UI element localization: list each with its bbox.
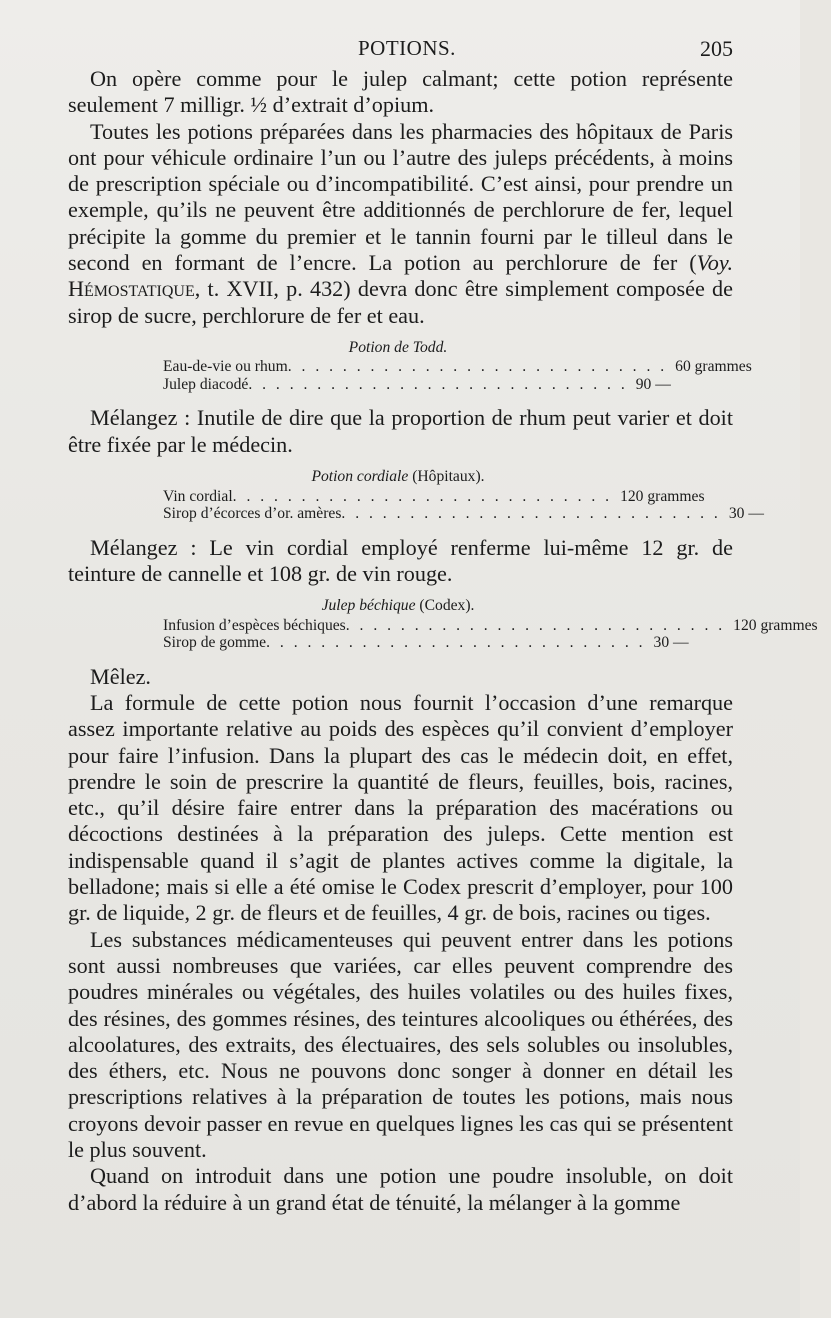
paragraph-melangez-vin: Mélangez : Le vin cordial employé renferme lui-même 12 gr. de teinture de cannelle et 108 gr. de vin rouge. (68, 534, 733, 586)
running-head: POTIONS. (358, 36, 456, 60)
paragraph-text-end: , t. XVII, p. 432) devra donc être simplement composée de sirop de sucre, perchlorure de fer et eau. (68, 276, 733, 328)
ingredient-quantity: 60 grammes (675, 358, 752, 376)
ingredient-name: Sirop d’écorces d’or. amères (163, 505, 342, 523)
dot-leader: . . . . . . . . . . . . . . . . . . . . . . . . . . . . (232, 487, 613, 505)
formula-row (163, 487, 705, 506)
ingredient-quantity: 30 — (728, 505, 764, 523)
formula-row (163, 358, 752, 376)
formula-row (163, 616, 818, 635)
ingredient-name: Infusion d’espèces béchiques (163, 616, 346, 634)
formula-julep-bechique (163, 597, 818, 652)
dot-leader: . . . . . . . . . . . . . . . . . . . . . . . . . . . . (341, 505, 721, 523)
page-body (68, 66, 818, 1216)
voy-abbrev: Voy. (696, 250, 733, 276)
formula-title-name: Julep béchique (321, 597, 416, 615)
dot-leader: . . . . . . . . . . . . . . . . . . . . . . . . . . . . (287, 358, 668, 376)
paragraph-poids-especes: La formule de cette potion nous fournit l’occasion d’une remarque assez importante relative au poids des espèces qu’il convient d’employer pour faire l’infusion. Dans la plupart des cas le médecin doit, en effet, prendre le soin de prescrire la quantité de fleurs, feuilles, bois, racines, etc., qu’il désire faire entrer dans la préparation des macérations ou décoctions destinées à la préparation des juleps. Cette mention est indispensable quand il s’agit de plantes actives comme la digitale, la belladone; mais si elle a été omise le Codex prescrit d’employer, pour 100 gr. de liquide, 2 gr. de fleurs et de feuilles, 4 gr. de bois, racines ou tiges. (68, 689, 733, 926)
cross-reference: Hémostatique (68, 276, 195, 302)
formula-row (163, 634, 689, 652)
paragraph-potions-hopitaux (68, 119, 733, 329)
ingredient-quantity: 30 — (653, 634, 689, 652)
ingredient-name: Vin cordial (163, 487, 233, 505)
ingredient-quantity: 120 grammes (620, 487, 705, 505)
formula-title-name: Potion cordiale (311, 468, 409, 486)
ingredient-name: Julep diacodé (163, 375, 249, 393)
formula-source: (Codex). (419, 597, 475, 615)
formula-potion-todd (163, 338, 752, 394)
formula-row (163, 505, 764, 523)
ingredient-name: Sirop de gomme (163, 634, 267, 652)
paragraph-melangez-rhum: Mélangez : Inutile de dire que la proportion de rhum peut varier et doit être fixée par le médecin. (68, 405, 733, 457)
formula-row (163, 375, 671, 394)
formula-title (163, 468, 633, 486)
paragraph-poudre-insoluble: Quand on introduit dans une potion une poudre insoluble, on doit d’abord la réduire à un grand état de ténuité, la mélanger à la gomme (68, 1163, 733, 1215)
ingredient-name: Eau-de-vie ou rhum (163, 358, 288, 376)
paragraph-substances: Les substances médicamenteuses qui peuvent entrer dans les potions sont aussi nombreuses que variées, car elles peuvent comprendre des poudres minérales ou végétales, des huiles volatiles ou des huiles fixes, des résines, des gommes résines, des teintures alcooliques ou éthérées, des alcoolatures, des extraits, des électuaires, des sels solubles ou insolubles, des éthers, etc. Nous ne pouvons donc songer à donner en détail les prescriptions relatives à la préparation de toutes les potions, mais nous croyons devoir passer en revue en quelques lignes les cas qui se présentent le plus souvent. (68, 926, 733, 1162)
paragraph-melez: Mêlez. (90, 663, 151, 689)
formula-potion-cordiale (163, 468, 764, 523)
formula-source: (Hôpitaux). (412, 468, 485, 486)
dot-leader: . . . . . . . . . . . . . . . . . . . . . . . . . . . . (266, 634, 646, 652)
paragraph-text: Toutes les potions préparées dans les pharmacies des hôpitaux de Paris ont pour véhicule ordinaire l’un ou l’autre des juleps précédents, à moins de prescription spéciale ou d’incompatibilité. C’est ainsi, pour prendre un exemple, qu’ils ne peuvent être additionnés de perchlorure de fer, lequel précipite la gomme du premier et le tannin fourni par le tilleul dans le second en formant de l’encre. La potion au perchlorure de fer ( (68, 118, 733, 276)
ingredient-quantity: 120 grammes (733, 616, 818, 634)
paragraph-julep-calmant: On opère comme pour le julep calmant; cette potion représente seulement 7 milligr. ½ d’extrait d’opium. (68, 66, 733, 118)
dot-leader: . . . . . . . . . . . . . . . . . . . . . . . . . . . . (345, 616, 726, 634)
page-number: 205 (700, 36, 733, 61)
formula-title: Potion de Todd. (348, 338, 448, 356)
formula-title (163, 597, 633, 615)
ingredient-quantity: 90 — (635, 375, 671, 393)
page-header (0, 30, 800, 60)
dot-leader: . . . . . . . . . . . . . . . . . . . . . . . . . . . . (248, 375, 628, 393)
